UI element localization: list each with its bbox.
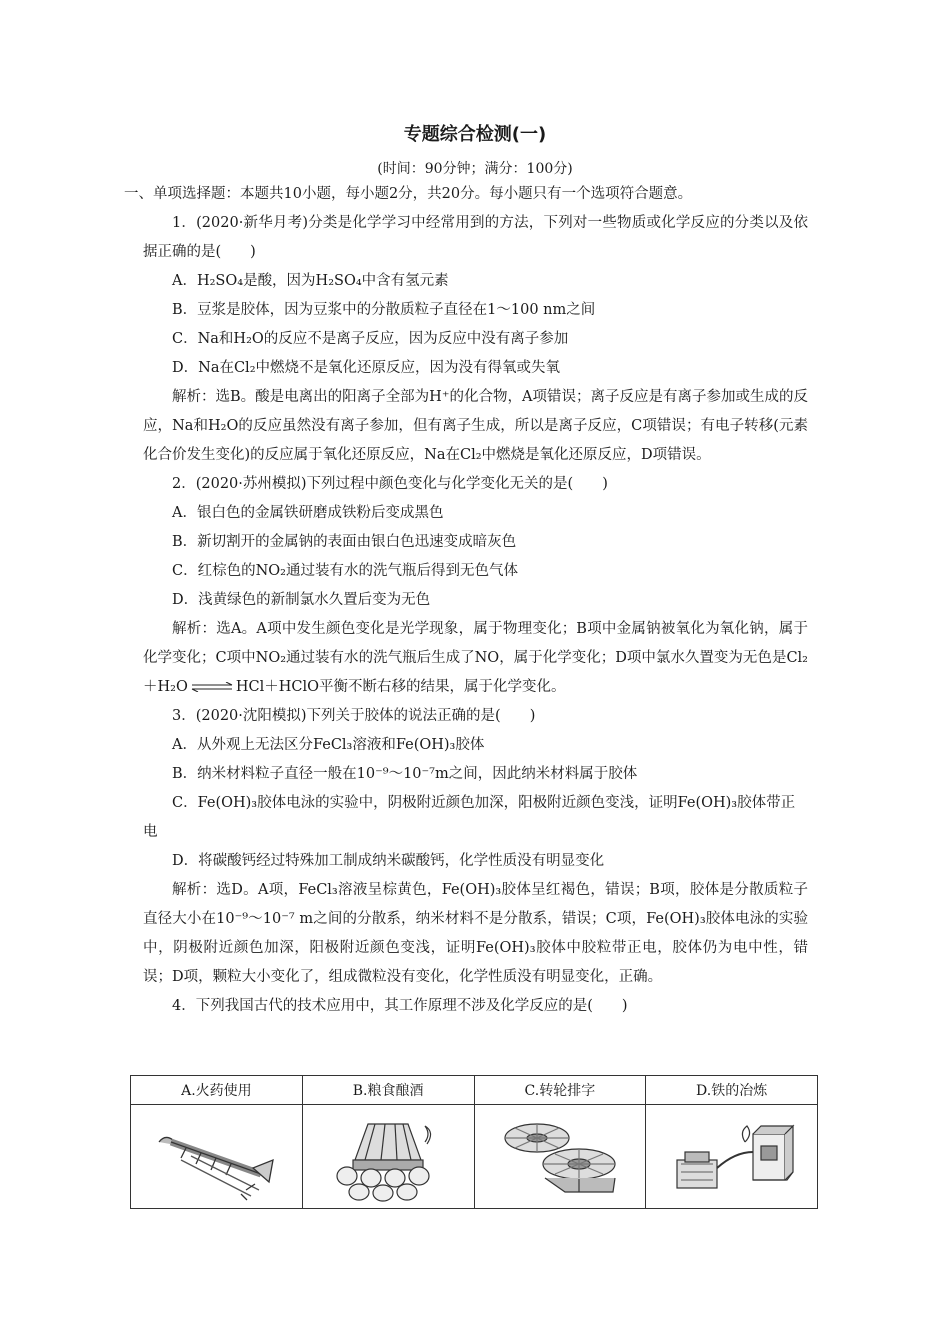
- option-d-image-cell: [646, 1105, 818, 1209]
- type-wheel-illustration: [485, 1112, 635, 1202]
- option-a-label: A.火药使用: [131, 1076, 303, 1105]
- wine-brewing-illustration: [313, 1112, 463, 1202]
- exam-info: (时间：90分钟；满分：100分): [377, 161, 573, 177]
- question-1-option-c: C．Na和H₂O的反应不是离子反应，因为反应中没有离子参加: [172, 331, 569, 347]
- option-c-image-cell: [474, 1105, 646, 1209]
- question-2-stem: 2．(2020·苏州模拟)下列过程中颜色变化与化学变化无关的是( ): [172, 476, 608, 492]
- question-3-option-b: B．纳米材料粒子直径一般在10⁻⁹～10⁻⁷m之间，因此纳米材料属于胶体: [172, 766, 638, 782]
- question-3-option-a: A．从外观上无法区分FeCl₃溶液和Fe(OH)₃胶体: [172, 737, 485, 753]
- option-c-label: C.转轮排字: [474, 1076, 646, 1105]
- question-4-stem: 4．下列我国古代的技术应用中，其工作原理不涉及化学反应的是( ): [172, 998, 628, 1014]
- question-2-option-b: B．新切割开的金属钠的表面由银白色迅速变成暗灰色: [172, 534, 517, 550]
- question-3-analysis: 解析：选D。A项，FeCl₃溶液呈棕黄色，Fe(OH)₃胶体呈红褐色，错误；B项，胶体是分散质粒子直径大小在10⁻⁹～10⁻⁷ m之间的分散系，纳米材料不是分散系，错误；C项，Fe(OH)₃胶体电泳的实验中，阴极附近颜色加深，阳极附近颜色变浅，证明Fe(OH)₃胶体中胶粒带正电，胶体仍为电中性，错误；D项，颗粒大小变化了，组成微粒没有变化，化学性质没有明显变化，正确。: [143, 882, 808, 985]
- question-2-option-c: C．红棕色的NO₂通过装有水的洗气瓶后得到无色气体: [172, 563, 518, 579]
- page-title: 专题综合检测(一): [403, 124, 547, 145]
- question-1-option-a: A．H₂SO₄是酸，因为H₂SO₄中含有氢元素: [172, 273, 449, 289]
- question-2-option-a: A．银白色的金属铁研磨成铁粉后变成黑色: [172, 505, 444, 521]
- question-3-option-c: C．Fe(OH)₃胶体电泳的实验中，阴极附近颜色加深，阳极附近颜色变浅，证明Fe(OH)₃胶体带正电: [143, 795, 796, 840]
- question-2-option-d: D．浅黄绿色的新制氯水久置后变为无色: [172, 592, 431, 608]
- equilibrium-arrow-icon: [188, 682, 236, 692]
- section-heading: 一、单项选择题：本题共10小题，每小题2分，共20分。每小题只有一个选项符合题意。: [124, 186, 693, 202]
- rocket-arrow-illustration: [141, 1112, 291, 1202]
- question-3-stem: 3．(2020·沈阳模拟)下列关于胶体的说法正确的是( ): [172, 708, 536, 724]
- iron-smelting-illustration: [657, 1112, 807, 1202]
- question-2-analysis: [143, 615, 808, 702]
- question-1-option-d: D．Na在Cl₂中燃烧不是氧化还原反应，因为没有得氧或失氧: [172, 360, 561, 376]
- question-1-stem: 1．(2020·新华月考)分类是化学学习中经常用到的方法，下列对一些物质或化学反应的分类以及依据正确的是( ): [143, 215, 808, 260]
- document-body: [124, 180, 808, 1021]
- option-b-image-cell: [302, 1105, 474, 1209]
- question-3-option-d: D．将碳酸钙经过特殊加工制成纳米碳酸钙，化学性质没有明显变化: [172, 853, 605, 869]
- question-2-analysis-tail: HCl＋HClO平衡不断右移的结果，属于化学变化。: [235, 679, 566, 695]
- option-d-label: D.铁的冶炼: [646, 1076, 818, 1105]
- question-1-option-b: B．豆浆是胶体，因为豆浆中的分散质粒子直径在1～100 nm之间: [172, 302, 596, 318]
- question-1-analysis: 解析：选B。酸是电离出的阳离子全部为H⁺的化合物，A项错误；离子反应是有离子参加或生成的反应，Na和H₂O的反应虽然没有离子参加，但有离子生成，所以是离子反应，C项错误；有电子转移(元素化合价发生变化)的反应属于氧化还原反应，Na在Cl₂中燃烧是氧化还原反应，D项错误。: [143, 389, 808, 463]
- option-a-image-cell: [131, 1105, 303, 1209]
- option-b-label: B.粮食酿酒: [302, 1076, 474, 1105]
- question-4-options-table: [130, 1075, 818, 1209]
- question-2-analysis-text: 解析：选A。A项中发生颜色变化是光学现象，属于物理变化；B项中金属钠被氧化为氧化钠，属于化学变化；C项中NO₂通过装有水的洗气瓶后生成了NO，属于化学变化；D项中氯水久置变为无色是Cl₂＋H₂O: [143, 621, 808, 695]
